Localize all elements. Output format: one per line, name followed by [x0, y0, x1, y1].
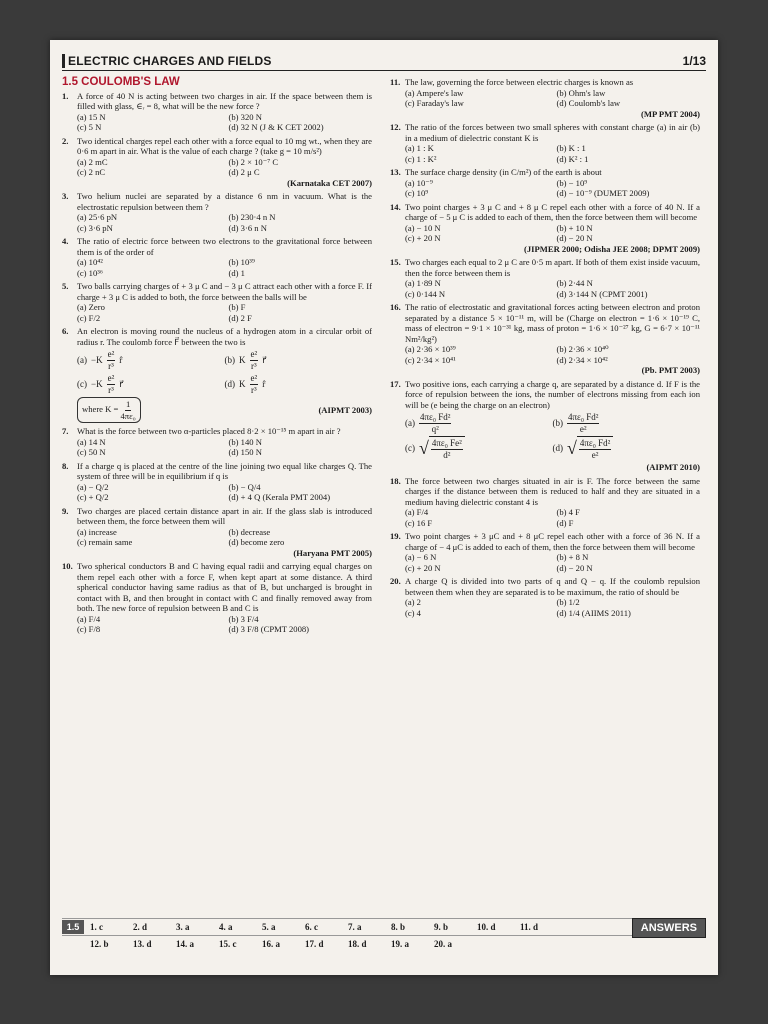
answer-option: (a) − 10 N [405, 222, 441, 233]
q17-option-a: (a) $\frac{\text{4πε₀ Fd²}}{\text{q²}}$ [405, 412, 451, 434]
answer-option: (a) 10⁴² [77, 257, 103, 267]
answer-entry: 6. c [305, 922, 318, 932]
answer-entry: 3. a [176, 922, 190, 932]
options-grid [62, 112, 372, 133]
answer-entry: 11. d [520, 922, 539, 932]
q6-option-b: (b) K $\frac{\text{e²}}{\text{r³}}$ r⃗ [224, 349, 266, 371]
question-number: 7. [62, 426, 69, 436]
question-number: 17. [390, 378, 401, 389]
question-number: 6. [62, 326, 69, 336]
question-item [62, 91, 372, 133]
question-text: Two spherical conductors B and C having equal radii and carrying equal charges on them repel each other with a force F, when kept apart at some distance. A third spherical conductor having same radius as that of B, but uncharged is brought in contact with B, and then brought in contact with C and finally removed away from both. The new force of repulsion between B and C is [77, 561, 372, 613]
question-number: 5. [62, 281, 69, 291]
answer-option: (d) 2 μ C [228, 167, 260, 177]
answer-option: (c) 0·144 N [405, 288, 446, 299]
answer-option: (b) 2·36 × 10⁴⁰ [556, 344, 609, 354]
answer-option: (d) K² : 1 [556, 153, 589, 164]
answer-option: (c) 1 : K² [405, 153, 437, 164]
answer-option: (c) 3·6 pN [77, 222, 113, 233]
question-list [62, 91, 372, 324]
answer-option: (d) − 20 N [556, 562, 593, 573]
q6-option-a: (a) −K $\frac{\text{e²}}{\text{r³}}$ r̂ [77, 349, 123, 371]
question-text: The ratio of electric force between two electrons to the gravitational force between them is of the order of [77, 236, 372, 257]
answer-entry: 10. d [477, 922, 496, 932]
answer-option: (c) F/8 [77, 624, 101, 634]
answer-option: (c) F/2 [77, 312, 101, 323]
page-sheet [50, 40, 718, 975]
answer-option: (a) increase [77, 526, 117, 537]
answer-option: (c) + Q/2 [77, 492, 109, 502]
options-grid [390, 552, 700, 573]
options-grid [62, 157, 372, 178]
answer-option: (c) + 20 N [405, 562, 441, 573]
answer-option: (b) + 10 N [556, 222, 593, 233]
exam-tag: (Haryana PMT 2005) [293, 547, 372, 558]
question-text: A charge Q is divided into two parts of q and Q − q. If the coulomb repulsion between them when they are separated is to be maximum, the ratio of should be [405, 576, 700, 597]
question-text: Two point charges + 3 μ C and + 8 μ C repel each other with a force of 40 N. If a charge of − 5 μ C is added to each of them, then the force between them will become [405, 201, 700, 222]
question-text: An electron is moving round the nucleus of a hydrogen atom in a circular orbit of radius r. The coulomb force F⃗ between the two is [77, 326, 372, 347]
options-grid [62, 257, 372, 278]
question-text: A force of 40 N is acting between two charges in air. If the space between them is filled with glass, ∈ᵣ = 8, what will be the new force ? [77, 90, 372, 111]
q17-option-b: (b) $\frac{\text{4πε₀ Fd²}}{\text{e²}}$ [552, 412, 599, 434]
question-text: Two balls carrying charges of + 3 μ C and − 3 μ C attract each other with a force F. If charge + 3 μ C is added to both, the force between the balls will be [77, 281, 372, 302]
answer-option: (a) 2 mC [77, 156, 108, 167]
question-number: 19. [390, 531, 401, 541]
question-item [390, 257, 700, 299]
answer-option: (b) F [228, 302, 246, 312]
answer-option: (b) 140 N [228, 436, 262, 447]
answer-entry: 17. d [305, 939, 324, 949]
q6-where-note [62, 397, 372, 423]
answer-option: (c) 2 nC [77, 167, 106, 177]
answer-option: (a) − Q/2 [77, 481, 109, 492]
question-text: The surface charge density (in C/m²) of the earth is about [405, 167, 602, 177]
answer-option: (a) F/4 [77, 613, 101, 624]
options-grid [390, 507, 700, 528]
answer-row-1 [62, 918, 706, 935]
exam-tag: (MP PMT 2004) [640, 108, 700, 119]
question-number: 14. [390, 201, 401, 212]
exam-tag: (Karnataka CET 2007) [287, 177, 372, 188]
question-number: 4. [62, 236, 69, 246]
exam-tag: (JIPMER 2000; Odisha JEE 2008; DPMT 2009) [523, 243, 700, 254]
answer-row-2 [62, 935, 706, 952]
answer-option: (b) Ohm's law [556, 87, 606, 98]
question-number: 3. [62, 191, 69, 201]
answer-option: (c) 16 F [405, 517, 433, 528]
answer-option: (c) + 20 N [405, 233, 441, 243]
q6-options-row-2 [62, 373, 372, 395]
options-grid [62, 437, 372, 458]
answer-entry: 18. d [348, 939, 367, 949]
question-number: 11. [390, 77, 401, 87]
answer-option: (d) Coulomb's law [556, 98, 621, 108]
right-column [390, 77, 700, 621]
where-box: where K = $\frac{1}{\text{4πε₀}}$ [77, 397, 141, 423]
answer-entry: 19. a [391, 939, 409, 949]
q17-options-row-2 [390, 436, 700, 460]
answers-badge: ANSWERS [632, 918, 706, 938]
options-grid [62, 614, 372, 635]
answer-option: (c) 10⁹ [405, 188, 429, 198]
question-text: The force between two charges situated in air is F. The force between the same charges if the distance between them is reduced to half and they are situated in a medium having dielectric constant 4 is [405, 475, 700, 507]
answer-option: (b) − Q/4 [228, 481, 261, 492]
question-number: 10. [62, 561, 73, 571]
question-text: Two identical charges repel each other with a force equal to 10 mg wt., when they are 0·6 m apart in air. What is the value of each charge ? (take g = 10 m/s²) [77, 135, 372, 156]
answer-option: (d) 3·6 n N [228, 222, 267, 233]
answer-option: (d) 2 F [228, 312, 252, 323]
answer-option: (d) F [556, 517, 574, 528]
q17-options-row-1 [390, 412, 700, 434]
answer-option: (d) become zero [228, 537, 285, 547]
q17-option-c: (c) √ $\frac{\text{4πε₀ Fe²}}{\text{d²}}$ [405, 436, 553, 460]
question-number: 2. [62, 135, 69, 146]
answer-option: (a) 25·6 pN [77, 212, 118, 222]
question-number: 18. [390, 475, 401, 486]
answer-entry: 5. a [262, 922, 276, 932]
question-text: Two point charges + 3 μC and + 8 μC repel each other with a force of 36 N. If a charge of − 4 μC is added to each of them, then the force between them will become [405, 531, 700, 552]
answer-option: (c) Faraday's law [405, 98, 464, 108]
answer-option: (a) 2·36 × 10³⁹ [405, 344, 456, 354]
options-grid [390, 178, 700, 199]
options-grid [390, 278, 700, 299]
question-item [390, 122, 700, 164]
question-text: What is the force between two α-particles placed 8·2 × 10⁻¹⁵ m apart in air ? [77, 426, 341, 436]
exam-tag: (AIPMT 2003) [318, 404, 372, 415]
answer-option: (d) 150 N [228, 447, 262, 457]
page-content [62, 48, 706, 877]
two-column-body [62, 77, 706, 877]
question-list-4 [390, 476, 700, 619]
question-item [62, 426, 372, 458]
question-list-3 [390, 77, 700, 376]
answer-option: (d) 1/4 (AIIMS 2011) [556, 607, 631, 618]
question-number: 1. [62, 90, 69, 101]
question-text: The ratio of the forces between two small spheres with constant charge (a) in air (b) in a medium of dielectric constant K is [405, 122, 700, 143]
answer-section-label: 1.5 [62, 920, 84, 934]
answer-entry: 16. a [262, 939, 280, 949]
answer-option: (a) F/4 [405, 507, 429, 517]
question-number: 9. [62, 505, 69, 516]
options-grid [390, 88, 700, 109]
answer-entry: 20. a [434, 939, 452, 949]
answer-option: (d) 2·34 × 10⁴² [556, 354, 608, 365]
question-17 [390, 379, 700, 473]
question-text: The ratio of electrostatic and gravitational forces acting between electron and proton separated by a distance 5 × 10⁻¹¹ m, will be (Charge on electron = 1·6 × 10⁻¹⁹ C, mass of electron = 9·1 × 10⁻³¹ kg, mass of proton = 1·6 × 10⁻²⁷ kg, G = 6·7 × 10⁻¹¹ Nm²/kg²) [405, 302, 700, 344]
answer-option: (a) 14 N [77, 436, 106, 447]
options-grid [62, 302, 372, 323]
question-item [62, 461, 372, 503]
answer-entry: 8. b [391, 922, 406, 932]
question-6 [62, 326, 372, 423]
answer-option: (c) 2·34 × 10⁴¹ [405, 354, 456, 365]
answer-option: (a) 10⁻⁹ [405, 177, 433, 188]
answer-option: (a) 1·89 N [405, 278, 441, 288]
options-grid [390, 597, 700, 618]
page-number: 1/13 [682, 54, 706, 68]
answer-option: (b) 320 N [228, 111, 262, 122]
answer-option: (a) Ampere's law [405, 87, 464, 98]
answer-option: (a) 2 [405, 597, 421, 607]
question-item [62, 281, 372, 323]
answer-option: (b) 230·4 n N [228, 212, 276, 222]
question-item [390, 576, 700, 618]
answer-option: (b) 3 F/4 [228, 613, 259, 624]
question-item [62, 236, 372, 278]
chapter-title: ELECTRIC CHARGES AND FIELDS [62, 54, 272, 68]
answer-option: (c) 50 N [77, 447, 106, 457]
q6-options-row-1 [62, 349, 372, 371]
question-number: 16. [390, 302, 401, 312]
question-item [62, 561, 372, 635]
question-text: Two charges each equal to 2 μ C are 0·5 m apart. If both of them exist inside vacuum, then the force between them is [405, 257, 700, 278]
question-item [390, 77, 700, 119]
question-text: Two positive ions, each carrying a charge q, are separated by a distance d. If F is the force of repulsion between the ions, the number of electrons missing from each ion will be (e being the charge on an electron) [405, 378, 700, 410]
answer-option: (b) − 10⁹ [556, 177, 588, 188]
answer-option: (d) + 4 Q (Kerala PMT 2004) [228, 492, 331, 502]
answer-option: (b) decrease [228, 526, 271, 537]
exam-tag: (Pb. PMT 2003) [641, 365, 700, 375]
question-text: The law, governing the force between electric charges is known as [405, 77, 634, 87]
answer-option: (b) 2 × 10⁻⁷ C [228, 156, 279, 167]
answer-option: (d) − 20 N [556, 233, 593, 243]
options-grid [390, 143, 700, 164]
question-item [62, 506, 372, 559]
answer-option: (b) K : 1 [556, 143, 586, 153]
answer-option: (d) 32 N (J & K CET 2002) [228, 122, 324, 132]
section-title: 1.5 COULOMB'S LAW [62, 76, 180, 88]
answer-option: (a) Zero [77, 302, 105, 312]
answer-entry: 12. b [90, 939, 109, 949]
question-text: Two charges are placed certain distance apart in air. If the glass slab is introduced between them, the force between them will [77, 505, 372, 526]
answer-entry: 4. a [219, 922, 233, 932]
q6-option-c: (c) −K $\frac{\text{e²}}{\text{r³}}$ r⃗ [77, 373, 123, 395]
answer-entry: 9. b [434, 922, 449, 932]
question-number: 8. [62, 460, 69, 471]
question-text: If a charge q is placed at the centre of the line joining two equal like charges Q. The system of three will be in equilibrium if q is [77, 460, 372, 481]
answer-option: (b) + 8 N [556, 552, 589, 562]
page-header [62, 48, 706, 71]
answer-key [62, 918, 706, 958]
answer-entry: 15. c [219, 939, 237, 949]
answer-option: (c) 5 N [77, 122, 102, 132]
options-grid [390, 223, 700, 244]
answer-option: (c) 10³⁶ [77, 267, 103, 278]
answer-option: (a) 1 : K [405, 143, 434, 153]
question-number: 13. [390, 167, 401, 177]
question-item [62, 136, 372, 189]
answer-option: (c) remain same [77, 537, 133, 547]
exam-tag: (AIPMT 2010) [646, 462, 700, 472]
answer-option: (d) 1 [228, 267, 245, 278]
answer-option: (b) 4 F [556, 507, 580, 517]
question-list-2 [62, 426, 372, 635]
question-text: Two helium nuclei are separated by a distance 6 nm in vacuum. What is the electrostatic repulsion between them ? [77, 191, 372, 212]
answer-entry: 2. d [133, 922, 148, 932]
answer-option: (d) − 10⁻⁹ (DUMET 2009) [556, 188, 650, 198]
options-grid [62, 212, 372, 233]
question-item [390, 476, 700, 529]
answer-option: (d) 3 F/8 (CPMT 2008) [228, 624, 310, 634]
answer-option: (b) 1/2 [556, 597, 580, 607]
question-item [390, 531, 700, 573]
options-grid [62, 482, 372, 503]
question-number: 20. [390, 576, 401, 586]
answer-option: (a) − 6 N [405, 552, 437, 562]
q6-option-d: (d) K $\frac{\text{e²}}{\text{r³}}$ r̂ [224, 373, 266, 395]
answer-option: (b) 2·44 N [556, 278, 593, 288]
question-item [390, 167, 700, 199]
answer-option: (c) 4 [405, 607, 421, 618]
q17-option-d: (d) √ $\frac{\text{4πε₀ Fd²}}{\text{e²}}$ [553, 436, 701, 460]
answer-option: (a) 15 N [77, 111, 106, 122]
answer-entry: 7. a [348, 922, 362, 932]
left-column [62, 77, 372, 638]
answer-entry: 1. c [90, 922, 103, 932]
question-item [390, 302, 700, 376]
question-item [62, 191, 372, 233]
options-grid [390, 344, 700, 365]
answer-entry: 13. d [133, 939, 152, 949]
answer-option: (b) 10³⁹ [228, 257, 255, 267]
answer-entry: 14. a [176, 939, 194, 949]
answer-option: (d) 3·144 N (CPMT 2001) [556, 288, 648, 299]
question-item [390, 202, 700, 255]
options-grid [62, 527, 372, 548]
question-number: 15. [390, 257, 401, 267]
question-number: 12. [390, 122, 401, 132]
